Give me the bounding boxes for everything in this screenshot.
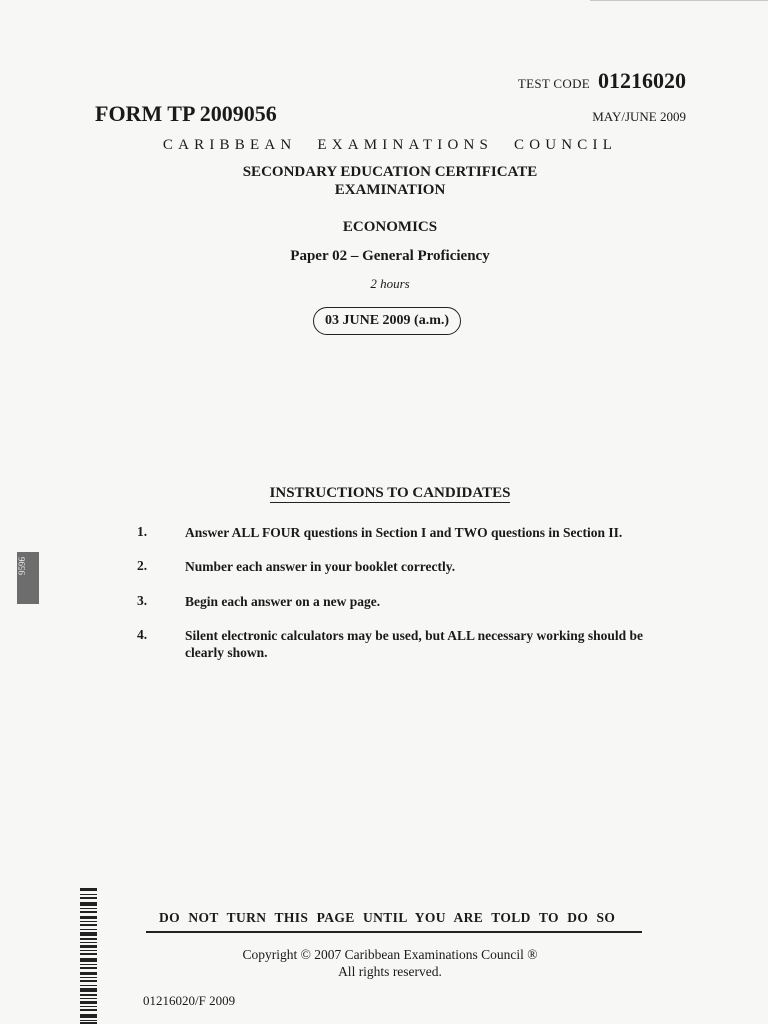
subject-title: ECONOMICS xyxy=(342,219,438,235)
form-number: FORM TP 2009056 xyxy=(95,101,277,126)
instruction-number: 4. xyxy=(137,627,148,642)
certificate-title-line2: EXAMINATION xyxy=(334,182,446,198)
side-tag xyxy=(17,552,39,604)
instructions-heading-text: INSTRUCTIONS TO CANDIDATES xyxy=(269,485,511,501)
side-tag-text: 9596 xyxy=(17,557,27,575)
copyright-line: Copyright © 2007 Caribbean Examinations Council ® xyxy=(242,947,538,962)
top-edge-line xyxy=(590,0,768,1)
instruction-number: 3. xyxy=(137,593,148,608)
instruction-number: 1. xyxy=(137,524,148,539)
do-not-turn-warning: DO NOT TURN THIS PAGE UNTIL YOU ARE TOLD TO DO SO xyxy=(159,910,616,925)
footer-code: 01216020/F 2009 xyxy=(143,993,236,1008)
barcode xyxy=(80,888,97,1024)
test-code-value: 01216020 xyxy=(598,68,686,93)
instructions-heading xyxy=(0,485,768,502)
instruction-number: 2. xyxy=(137,558,148,573)
council-name: CARIBBEAN EXAMINATIONS COUNCIL xyxy=(162,137,618,153)
instruction-text: Number each answer in your booklet correctly. xyxy=(185,559,456,574)
instruction-text: Silent electronic calculators may be used, but ALL necessary working should be clearly shown. xyxy=(185,628,644,660)
copyright-notice xyxy=(150,946,630,980)
instruction-text: Answer ALL FOUR questions in Section I and TWO questions in Section II. xyxy=(185,525,623,540)
paper-title: Paper 02 – General Proficiency xyxy=(290,248,490,264)
rights-reserved-line: All rights reserved. xyxy=(338,964,442,979)
certificate-title-line1: SECONDARY EDUCATION CERTIFICATE xyxy=(242,164,538,180)
test-code-label: TEST CODE xyxy=(517,76,590,91)
test-code xyxy=(518,68,686,94)
exam-session: MAY/JUNE 2009 xyxy=(592,109,686,124)
exam-date-badge: 03 JUNE 2009 (a.m.) xyxy=(313,307,461,335)
footer-rule xyxy=(146,931,642,933)
instruction-text: Begin each answer on a new page. xyxy=(185,594,381,609)
exam-duration: 2 hours xyxy=(370,276,410,291)
